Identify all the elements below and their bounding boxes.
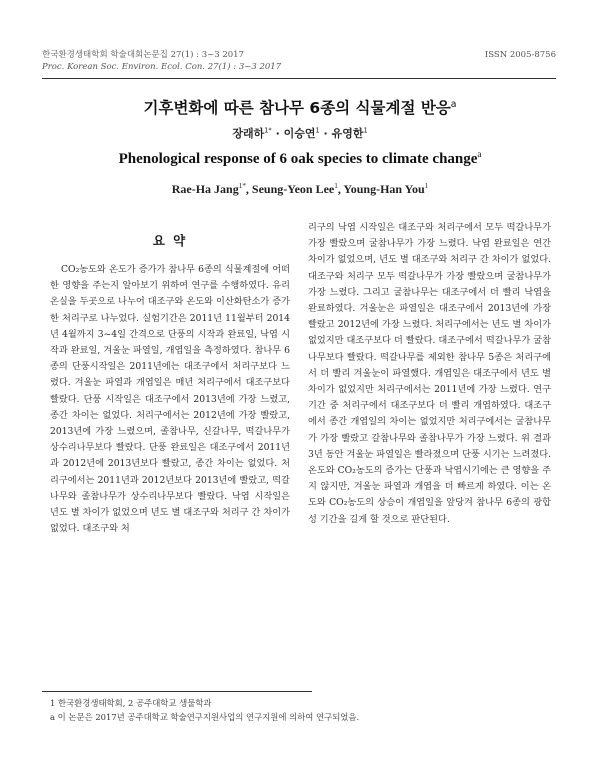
author-en-3-sup: 1 [424, 182, 429, 190]
abstract-paragraph-right: 리구의 낙엽 시작일은 대조구와 처리구에서 모두 떡갈나무가 가장 빨랐으며 굴참나무가 가장 느렸다. 낙엽 완료일은 연간 차이가 없었으며, 년도 별 대조구와 처리구 간 차이가 없었다. 대조구와 처리구 모두 떡갈나무가 가장 빨랐으며 굴참나무가 가장 느렸다. 그리고 굴참나무는 대조구에서 더 빨리 낙엽을 완료하였다. 겨울눈은 파열일은 대조구에서 2013년에 가장 빨랐고 2012년에 가장 느렸다. 처리구에서는 년도 별 차이가 없었지만 대조구보다 더 빨랐다. 대조구에서 떡갈나무가 굴참나무보다 빨랐다. 떡갈나무를 제외한 참나무 5종은 처리구에서 더 빨리 겨울눈이 파열했다. 개엽일은 대조구에서 년도 별 차이가 없었지만 처리구에서는 2011년에 가장 느렸다. 연구기간 중 처리구에서 대조구보다 더 빨리 개엽하였다. 대조구에서 종간 개엽일의 차이는 없었지만 처리구에서는 굴참나무가 가장 빨랐고 갈참나무와 졸참나무가 가장 느렸다. 위 결과 3년 동안 겨울눈 파열일은 빨라졌으며 단풍 시기는 느려졌다. 온도와 CO₂농도의 증가는 단풍과 낙엽시기에는 큰 영향을 주지 않지만, 겨울눈 파열과 개엽을 더 빠르게 하였다. 이는 온도와 CO₂농도의 상승이 개엽일을 앞당겨 참나무 6종의 광합성 기간을 길게 할 것으로 판단된다. [308, 222, 551, 525]
paper-title-english [0, 151, 600, 168]
title-english-text: Phenological response of 6 oak species to climate change [118, 151, 478, 167]
author-en-2-sup: 1 [334, 182, 338, 190]
author-kr-3-sup: 1 [363, 126, 368, 135]
title-korean-sup: a [450, 98, 457, 110]
footnote-affiliation: 1 한국환경생태학회, 2 공주대학교 생물학과 [50, 698, 212, 708]
footnote-rule [42, 691, 312, 692]
paper-title-korean [0, 96, 600, 118]
authors-korean [0, 125, 600, 141]
header-rule [42, 78, 556, 79]
author-kr-1-sup: 1* [264, 126, 272, 135]
journal-header [42, 49, 281, 73]
abstract-paragraph-left: CO₂농도와 온도가 증가가 참나무 6종의 식물계절에 어떠한 영향을 주는지 알아보기 위하여 연구를 수행하였다. 유리온실을 두곳으로 나누어 대조구와 온도와 이산화탄소가 증가한 처리구로 나누었다. 실험기간은 2011년 11월부터 2014년 4월까지 3~4일 간격으로 단풍의 시작과 완료일, 낙엽 시작과 완료일, 겨울눈 파열일, 개엽일을 측정하였다. 참나무 6종의 단풍시작일은 2011년에는 대조구에서 처리구보다 느렸다. 겨울눈 파열과 개엽일은 매년 처리구에서 대조구보다 빨랐다. 단풍 시작일은 대조구에서 2013년에 가장 느렸고, 종간 차이는 없었다. 처리구에서는 2012년에 가장 빨랐고, 2013년에 가장 느렸으며, 졸참나무, 신갈나무, 떡갈나무가 상수리나무보다 빨랐다. 단풍 완료일은 대조구에서 2011년과 2012년에 2013년보다 빨랐고, 종간 차이는 없었다. 처리구에서는 2011년과 2012년보다 2013년에 빨랐고, 떡갈나무와 졸참나무가 상수리나무보다 빨랐다. 낙엽 시작일은 년도 별 차이가 없었으며 년도 별 대조구와 처리구 간 차이가 없었다. 대조구와 처 [50, 264, 290, 535]
footnotes [50, 696, 359, 724]
author-separator: · [275, 127, 280, 140]
author-kr-2: 이승연 [283, 127, 316, 140]
journal-citation-kr: 한국환경생태학회 학술대회논문집 27(1) : 3~3 2017 [42, 50, 244, 60]
author-en-1: Rae-Ha Jang [171, 182, 239, 196]
abstract-column-left [50, 262, 290, 537]
title-english-sup: a [477, 149, 482, 159]
issn: ISSN 2005-8756 [484, 50, 556, 60]
abstract-heading: 요 약 [152, 233, 188, 248]
author-kr-1: 장래하 [232, 127, 265, 140]
author-en-1-sup: 1* [238, 182, 246, 190]
abstract-column-right [308, 220, 551, 528]
title-korean-text: 기후변화에 따른 참나무 6종의 식물계절 반응 [143, 99, 451, 117]
footnote-funding: a 이 논문은 2017년 공주대학교 학술연구지원사업의 연구지원에 의하여 연구되었음. [50, 712, 360, 722]
author-en-3: Young-Han You [343, 182, 425, 196]
author-separator: · [323, 127, 328, 140]
journal-citation-en: Proc. Korean Soc. Environ. Ecol. Con. 27(1) : 3~3 2017 [42, 62, 282, 72]
author-en-2: Seung-Yeon Lee [251, 182, 335, 196]
author-kr-2-sup: 1 [315, 126, 320, 135]
author-kr-3: 유영한 [331, 127, 364, 140]
authors-english: Rae-Ha Jang$^{1*}$, Seung-Yeon Lee$^1$, Young-Han You$^1$ [171, 182, 429, 196]
